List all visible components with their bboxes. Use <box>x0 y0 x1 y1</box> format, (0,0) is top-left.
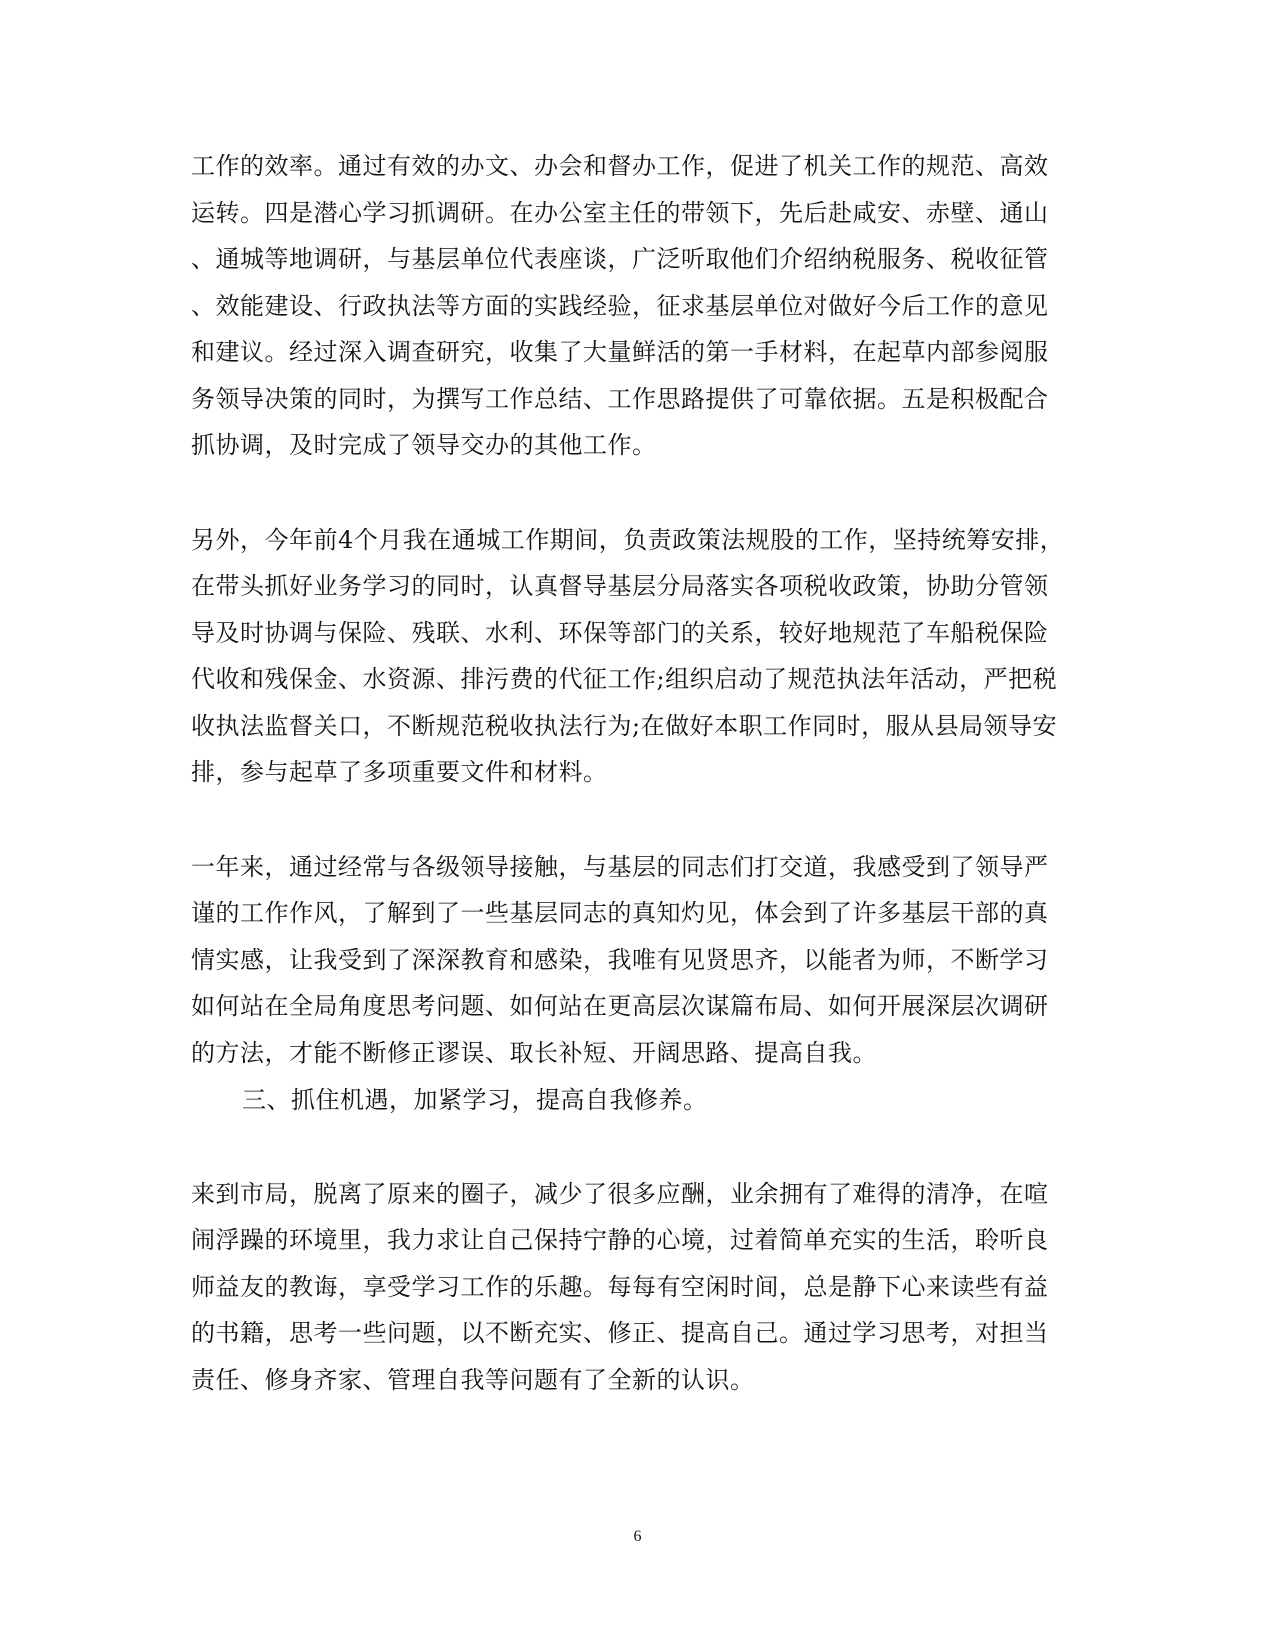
paragraph-1-line-1: 工作的效率。通过有效的办文、办会和督办工作，促进了机关工作的规范、高效 <box>191 152 1049 180</box>
paragraph-5-line-5: 责任、修身齐家、管理自我等问题有了全新的认识。 <box>191 1366 755 1394</box>
paragraph-1-line-4: 、效能建设、行政执法等方面的实践经验，征求基层单位对做好今后工作的意见 <box>191 292 1049 320</box>
section-heading: 三、抓住机遇，加紧学习，提高自我修养。 <box>242 1086 708 1114</box>
paragraph-5-line-3: 师益友的教诲，享受学习工作的乐趣。每每有空闲时间，总是静下心来读些有益 <box>191 1273 1049 1301</box>
paragraph-1-line-6: 务领导决策的同时，为撰写工作总结、工作思路提供了可靠依据。五是积极配合 <box>191 385 1049 413</box>
paragraph-2-line-1: 另外，今年前4个月我在通城工作期间，负责政策法规股的工作，坚持统筹安排， <box>191 526 1065 554</box>
paragraph-3-line-5: 的方法，才能不断修正谬误、取长补短、开阔思路、提高自我。 <box>191 1039 877 1067</box>
paragraph-2-line-6: 排，参与起草了多项重要文件和材料。 <box>191 758 608 786</box>
paragraph-3-line-3: 情实感，让我受到了深深教育和感染，我唯有见贤思齐，以能者为师，不断学习 <box>191 946 1049 974</box>
paragraph-2-line-5: 收执法监督关口，不断规范税收执法行为;在做好本职工作同时，服从县局领导安 <box>191 712 1058 740</box>
page-number: 6 <box>633 1528 642 1545</box>
paragraph-5-line-1: 来到市局，脱离了原来的圈子，减少了很多应酬，业余拥有了难得的清净，在喧 <box>191 1180 1049 1208</box>
paragraph-1-line-2: 运转。四是潜心学习抓调研。在办公室主任的带领下，先后赴咸安、赤壁、通山 <box>191 199 1049 227</box>
paragraph-2-line-2: 在带头抓好业务学习的同时，认真督导基层分局落实各项税收政策，协助分管领 <box>191 572 1049 600</box>
paragraph-1-line-5: 和建议。经过深入调查研究，收集了大量鲜活的第一手材料，在起草内部参阅服 <box>191 338 1049 366</box>
paragraph-2-line-3: 导及时协调与保险、残联、水利、环保等部门的关系，较好地规范了车船税保险 <box>191 619 1049 647</box>
paragraph-5-line-4: 的书籍，思考一些问题，以不断充实、修正、提高自己。通过学习思考，对担当 <box>191 1319 1049 1347</box>
paragraph-3-line-4: 如何站在全局角度思考问题、如何站在更高层次谋篇布局、如何开展深层次调研 <box>191 992 1049 1020</box>
paragraph-1-line-3: 、通城等地调研，与基层单位代表座谈，广泛听取他们介绍纳税服务、税收征管 <box>191 245 1049 273</box>
paragraph-2-line-4: 代收和残保金、水资源、排污费的代征工作;组织启动了规范执法年活动，严把税 <box>191 665 1058 693</box>
paragraph-1-line-7: 抓协调，及时完成了领导交办的其他工作。 <box>191 431 657 459</box>
paragraph-3-line-2: 谨的工作作风，了解到了一些基层同志的真知灼见，体会到了许多基层干部的真 <box>191 899 1049 927</box>
paragraph-3-line-1: 一年来，通过经常与各级领导接触，与基层的同志们打交道，我感受到了领导严 <box>191 853 1049 881</box>
paragraph-5-line-2: 闹浮躁的环境里，我力求让自己保持宁静的心境，过着简单充实的生活，聆听良 <box>191 1226 1049 1254</box>
